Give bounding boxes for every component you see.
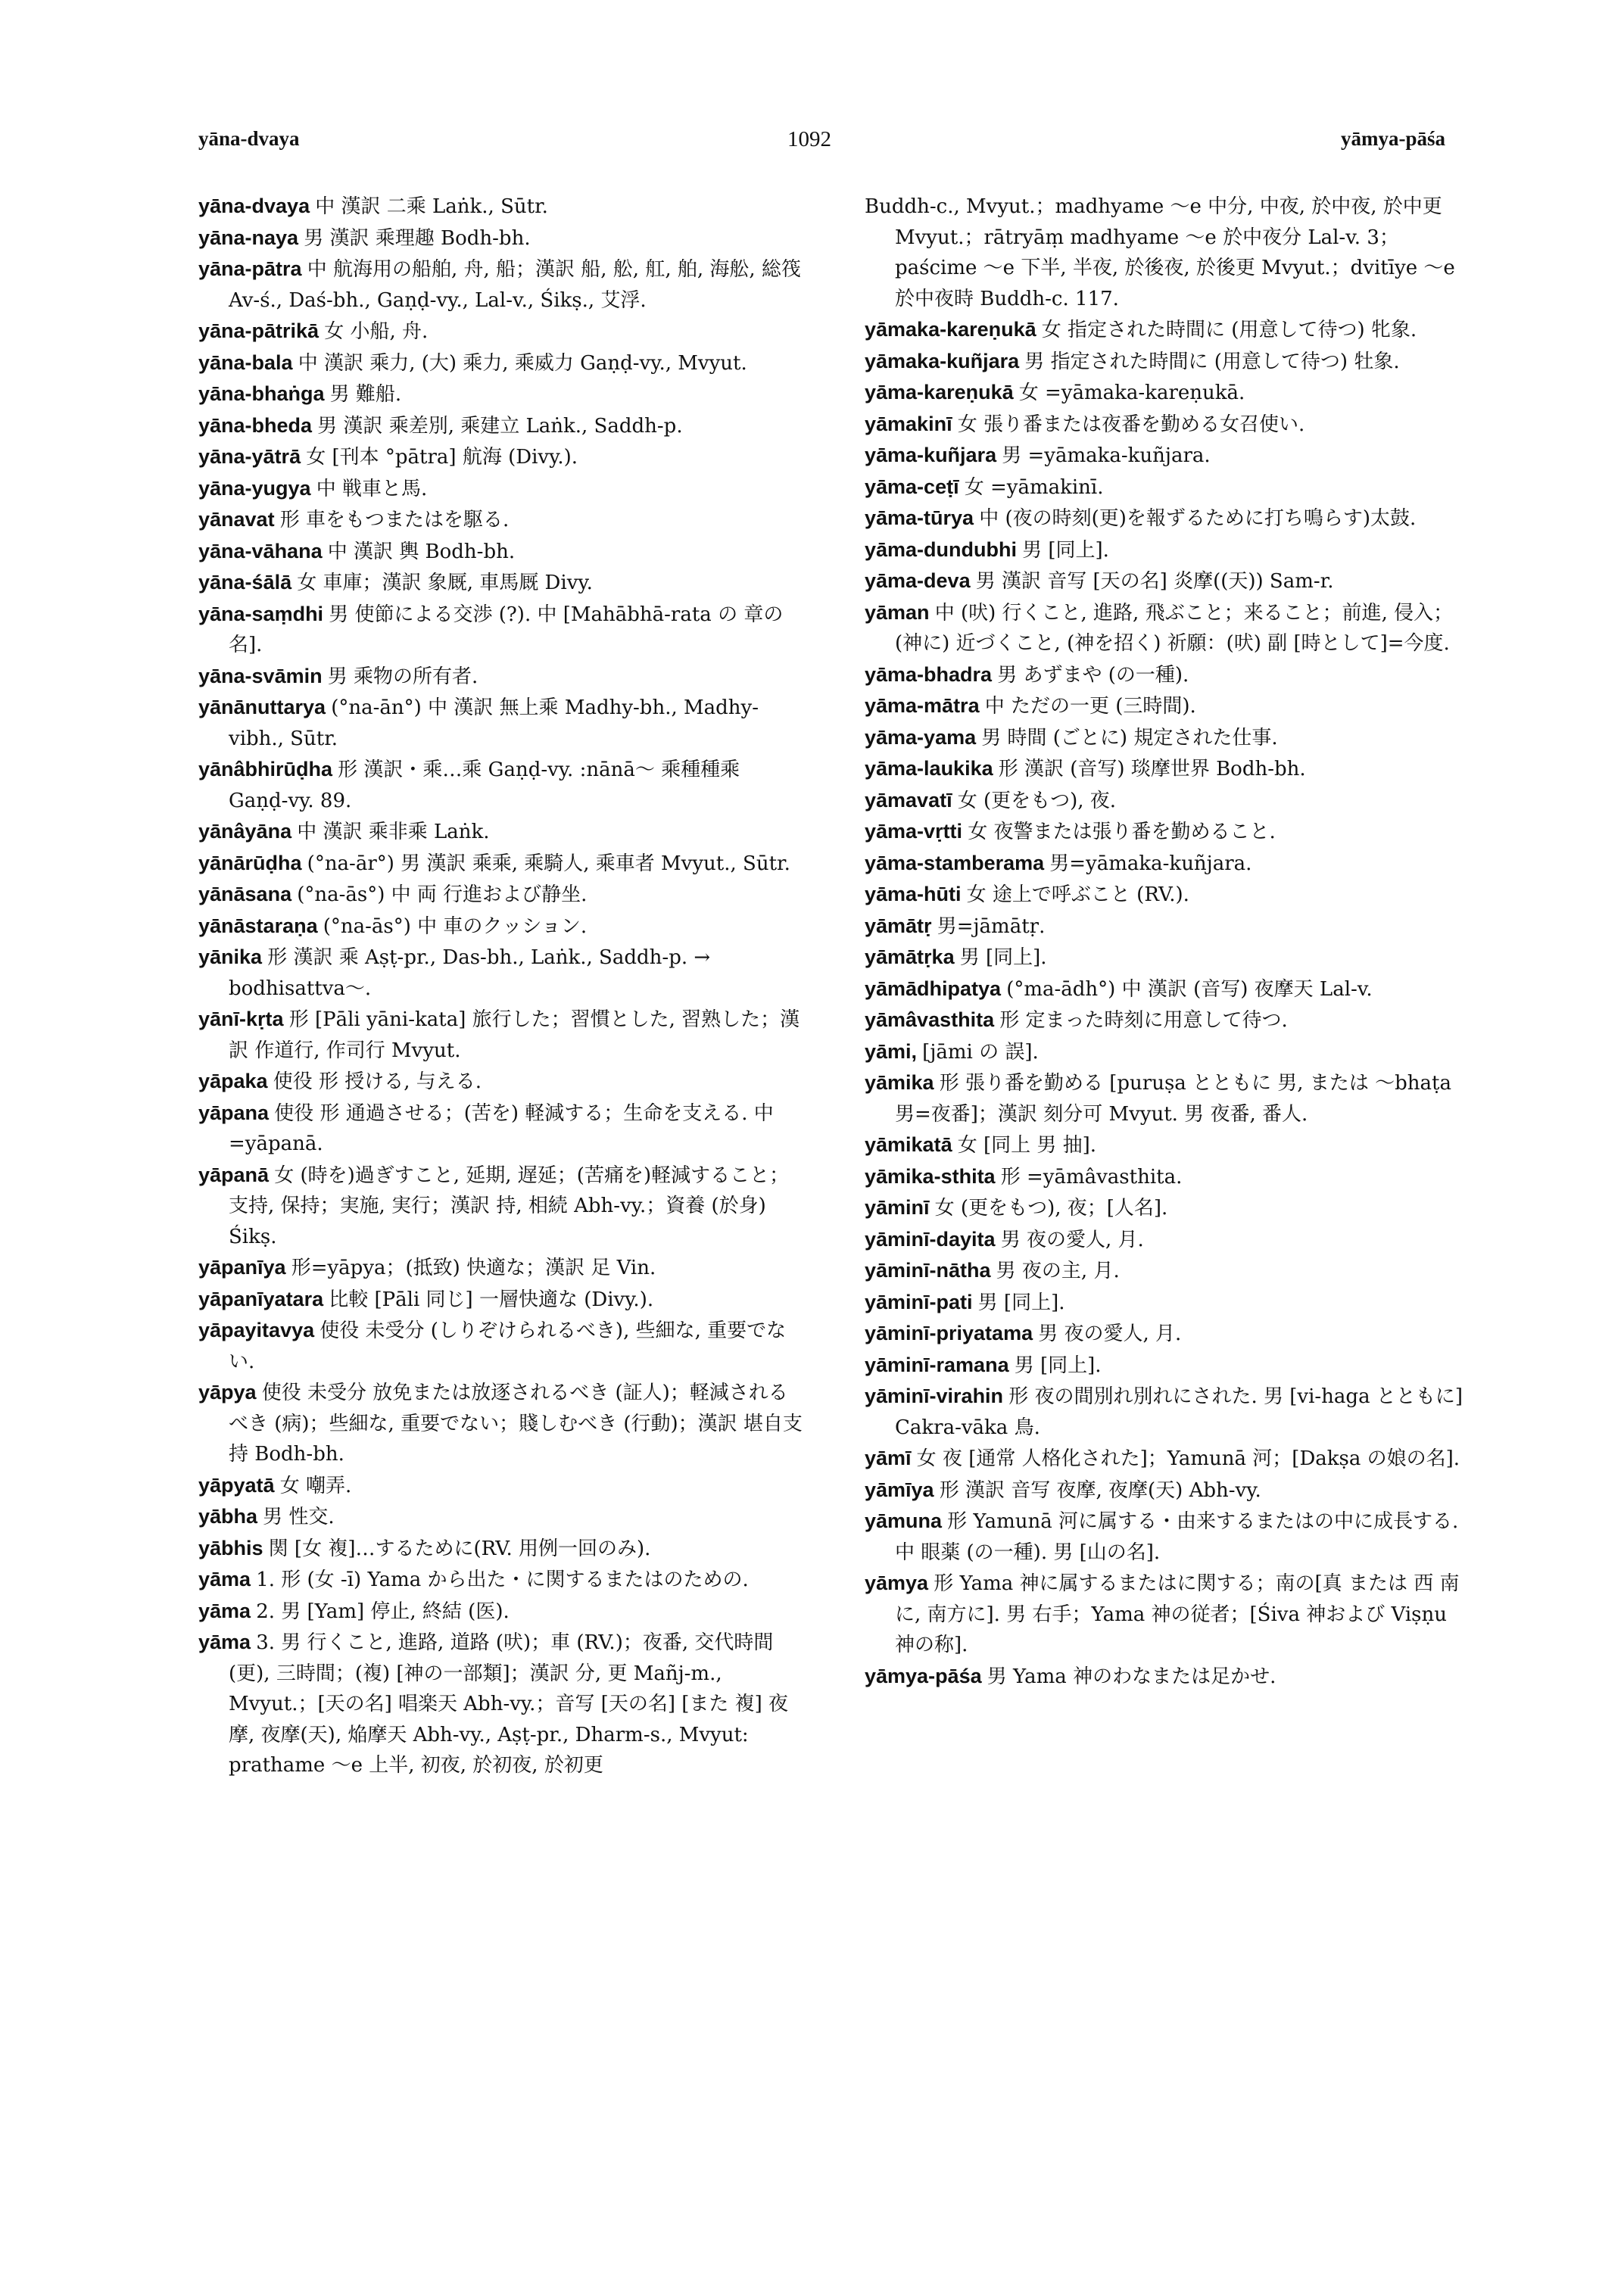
dictionary-entry: [198, 567, 804, 599]
headword: yāna-śālā: [198, 571, 292, 594]
headword: yāmya-pāśa: [865, 1664, 982, 1687]
headword: yāna-saṃdhi: [198, 602, 324, 625]
headword: yāna-vāhana: [198, 539, 323, 562]
dictionary-entry: [865, 1255, 1470, 1287]
dictionary-entry: [865, 346, 1470, 378]
definition: 形 Yamunā 河に属する・由来するまたはの中に成長する. 中 眼薬 (の一種). 男 [山の名].: [895, 1510, 1459, 1564]
headword: yāminī-priyatama: [865, 1322, 1033, 1344]
definition: 形 張り番を勤める [puruṣa とともに 男, または ～bhaṭa 男=夜番]；漢訳 刻分可 Mvyut. 男 夜番, 番人.: [895, 1072, 1451, 1126]
dictionary-entry: [865, 1067, 1470, 1129]
dictionary-entry: [198, 1315, 804, 1377]
definition: (°na-ās°) 中 車のクッション.: [323, 914, 588, 938]
definition: 1. 形 (女 -ī) Yama から出た・に関するまたはのための.: [256, 1569, 749, 1591]
headword: yāmātṛka: [865, 946, 955, 968]
dictionary-entry: [198, 316, 804, 347]
headword: yāminī: [865, 1196, 930, 1219]
definition: 女 (更をもつ), 夜.: [957, 789, 1117, 812]
headword: yāna-yugya: [198, 476, 311, 500]
definition: 男=jāmātṛ.: [937, 914, 1046, 938]
dictionary-entry: [198, 473, 804, 505]
dictionary-entry: [865, 1129, 1470, 1161]
running-header-right: yāmya-pāśa: [1340, 127, 1445, 150]
definition: 中 (夜の時刻(更)を報ずるために打ち鳴らす)太鼓.: [979, 507, 1417, 530]
dictionary-entry: [865, 816, 1470, 848]
dictionary-entry: [865, 440, 1470, 472]
headword: yāna-naya: [198, 226, 299, 249]
definition: 形 漢訳 乘 Aṣṭ-pr., Das-bh., Laṅk., Saddh-p. → bodhisattva～.: [229, 946, 711, 1000]
running-header-left: yāna-dvaya: [198, 127, 300, 150]
dictionary-entry: [198, 1564, 804, 1596]
definition: 中 漢訳 乘力, (大) 乘力, 乘威力 Gaṇḍ-vy., Mvyut.: [298, 351, 747, 375]
headword: yāma: [198, 1568, 251, 1590]
dictionary-entry: [198, 191, 804, 223]
dictionary-entry: [865, 1661, 1470, 1693]
headword: yāna-yātrā: [198, 445, 301, 468]
headword: yāpana: [198, 1101, 270, 1124]
definition: 男 難船.: [329, 383, 402, 406]
dictionary-entry: [865, 1161, 1470, 1193]
headword: yāma-laukika: [865, 757, 993, 780]
dictionary-entry: [865, 1443, 1470, 1475]
dictionary-entry: [865, 377, 1470, 409]
headword: yāna-bheda: [198, 413, 313, 437]
dictionary-entry: [198, 599, 804, 661]
definition: 形 Yama 神に属するまたはに関する；南の[真 または 西 南に, 南方に]. 男 右手；Yama 神の従者；[Śiva 神および Viṣṇu 神の称].: [895, 1572, 1460, 1656]
headword: yāpya: [198, 1381, 257, 1404]
definition: 女 =yāmaka-kareṇukā.: [1018, 382, 1245, 404]
headword: yāna-bhaṅga: [198, 382, 325, 405]
headword: yāmī: [865, 1447, 912, 1469]
definition: 男 乘物の所有者.: [327, 665, 478, 688]
headword: yāna-svāmin: [198, 664, 323, 687]
headword: yāmika: [865, 1071, 934, 1094]
left-column: [198, 191, 804, 1781]
dictionary-entry: [865, 1318, 1470, 1350]
definition: 形 漢訳 音写 夜摩, 夜摩(天) Abh-vy.: [939, 1478, 1261, 1502]
dictionary-entry: [865, 472, 1470, 503]
definition: 女 [刊本 °pātra] 航海 (Divy.).: [306, 446, 578, 469]
definition: 男 [同上].: [1022, 538, 1109, 562]
headword: yāma-bhadra: [865, 662, 993, 686]
dictionary-entry: [865, 597, 1470, 659]
dictionary-entry: [865, 659, 1470, 691]
page-number: 1092: [787, 127, 831, 151]
dictionary-entry: [198, 1160, 804, 1253]
dictionary-entry: [198, 1098, 804, 1160]
definition: 男 夜の主, 月.: [996, 1260, 1120, 1282]
headword: yāminī-virahin: [865, 1385, 1004, 1407]
definition: 女 =yāmakinī.: [964, 475, 1104, 499]
definition: 形 夜の間別れ別れにされた. 男 [vi-haga とともに] Cakra-vāka 鳥.: [895, 1385, 1463, 1439]
headword: yāma-hūti: [865, 883, 962, 905]
definition: 女 夜警または張り番を勤めること.: [968, 821, 1276, 843]
dictionary-entry: [198, 1252, 804, 1284]
definition: 形 車をもつまたはを駆る.: [279, 509, 510, 531]
definition: 女 (更をもつ), 夜；[人名].: [934, 1197, 1168, 1220]
headword: yāmaka-kareṇukā: [865, 318, 1036, 341]
definition: 女 夜 [通常 人格化された]；Yamunā 河；[Dakṣa の娘の名].: [916, 1447, 1460, 1470]
headword: yāma: [198, 1631, 251, 1653]
dictionary-entry: [865, 690, 1470, 722]
definition: 男 [同上].: [977, 1291, 1065, 1314]
headword: yāpanā: [198, 1163, 270, 1186]
headword: yāpanīya: [198, 1256, 286, 1279]
headword: yāpyatā: [198, 1473, 275, 1497]
definition: 中 漢訳 輿 Bodh-bh.: [327, 540, 516, 563]
definition: 中 漢訳 乘非乘 Laṅk.: [297, 821, 490, 843]
definition: 使役 形 通過させる；(苦を) 軽減する；生命を支える. 中=yāpanā.: [229, 1101, 774, 1155]
dictionary-entry: [865, 848, 1470, 880]
dictionary-entry: [198, 379, 804, 410]
definition: (°na-ār°) 男 漢訳 乘乘, 乘騎人, 乘車者 Mvyut., Sūtr.: [307, 852, 790, 875]
dictionary-entry: [198, 911, 804, 942]
definition: 形 漢訳 (音写) 琰摩世界 Bodh-bh.: [998, 758, 1306, 780]
headword: yānānuttarya: [198, 696, 326, 718]
dictionary-entry: [865, 1506, 1470, 1568]
definition: 関 [女 複]…するために(RV. 用例一回のみ).: [268, 1537, 651, 1560]
dictionary-entry: [865, 785, 1470, 817]
definition: 女 途上で呼ぶこと (RV.).: [966, 883, 1189, 906]
dictionary-entry: [865, 1005, 1470, 1036]
headword: yāmuna: [865, 1509, 943, 1532]
definition: 女 嘲弄.: [279, 1474, 352, 1497]
dictionary-entry: [198, 1627, 804, 1781]
definition: 女 指定された時間に (用意して待つ) 牝象.: [1041, 319, 1417, 341]
dictionary-entry: [865, 409, 1470, 441]
dictionary-entry: [865, 1192, 1470, 1224]
headword: yāna-dvaya: [198, 195, 310, 217]
definition: 2. 男 [Yam] 停止, 終結 (医).: [256, 1600, 510, 1623]
headword: yāmaka-kuñjara: [865, 349, 1020, 372]
definition: 使役 形 授ける, 与える.: [273, 1070, 482, 1093]
definition: 男 性交.: [263, 1506, 335, 1528]
headword: yāma-yama: [865, 725, 977, 749]
dictionary-entry: [198, 1533, 804, 1565]
definition: 男 夜の愛人, 月.: [1000, 1228, 1144, 1251]
dictionary-entry: [198, 254, 804, 316]
dictionary-entry: [198, 504, 804, 536]
dictionary-entry: [198, 536, 804, 568]
dictionary-entry: [865, 191, 1470, 314]
headword: yāmādhipatya: [865, 977, 1002, 1000]
definition: 中 (吠) 行くこと, 進路, 飛ぶこと；来ること；前進, 侵入；(神に) 近づくこと, (神を招く) 祈願：(吠) 副 [時として]=今度.: [895, 601, 1454, 655]
definition: 形 [Pāli yāni-kata] 旅行した；習慣とした, 習熟した；漢訳 作道行, 作司行 Mvyut.: [229, 1008, 800, 1062]
headword: yāma-vṛtti: [865, 820, 963, 843]
dictionary-entry: [865, 974, 1470, 1005]
headword: yānika: [198, 946, 263, 968]
definition: 形 漢訳・乘…乘 Gaṇḍ-vy. :nānā～ 乘種種乘 Gaṇḍ-vy. 89.: [229, 759, 740, 812]
headword: yāma-kuñjara: [865, 444, 997, 466]
definition: 3. 男 行くこと, 進路, 道路 (吠)；車 (RV.)；夜番, 交代時間(更), 三時間；(複) [神の一部類]；漢訳 分, 更 Mañj-m., Mvyut.；[天の名] 唱楽天 Abh-vy.；音写 [天の名] [また 複] 夜摩, 夜摩(天), 焔摩天 Abh-vy., Aṣṭ-pr., Dharm-s., Mvyut: prathame ～e 上半, 初夜, 於初夜, 於初更: [229, 1631, 789, 1777]
headword: yāma-deva: [865, 569, 971, 592]
headword: yāmâvasthita: [865, 1008, 995, 1031]
headword: yāma-dundubhi: [865, 537, 1017, 561]
dictionary-entry: [865, 1381, 1470, 1443]
dictionary-entry: [198, 816, 804, 848]
definition: 中 漢訳 二乘 Laṅk., Sūtr.: [315, 195, 548, 218]
headword: yānārūḍha: [198, 851, 302, 874]
dictionary-entry: [198, 754, 804, 816]
definition: 女 [同上 男 抽].: [957, 1134, 1097, 1157]
headword: yāminī-pati: [865, 1290, 973, 1313]
dictionary-entry: [865, 503, 1470, 534]
dictionary-entry: [865, 722, 1470, 754]
dictionary-entry: [198, 1470, 804, 1502]
definition: 比較 [Pāli 同じ] 一層快適な (Divy.).: [329, 1288, 654, 1311]
dictionary-entry: [865, 911, 1470, 942]
dictionary-entry: [198, 347, 804, 379]
dictionary-entry: [198, 1596, 804, 1628]
headword: yāma-mātra: [865, 694, 980, 717]
headword: yāmīya: [865, 1478, 934, 1501]
headword: yāminī-ramana: [865, 1353, 1009, 1376]
headword: yānâyāna: [198, 820, 292, 843]
definition: 男 時間 (ごとに) 規定された仕事.: [981, 726, 1278, 749]
dictionary-entry: [198, 1004, 804, 1066]
headword: yānavat: [198, 508, 275, 531]
dictionary-entry: [865, 942, 1470, 974]
headword: yābhis: [198, 1536, 263, 1559]
headword: yāmikatā: [865, 1133, 952, 1156]
definition: 形 定まった時刻に用意して待つ.: [999, 1009, 1288, 1032]
definition: 女 張り番または夜番を勤める女召使い.: [957, 413, 1305, 436]
headword: yābha: [198, 1505, 258, 1528]
definition: 男 Yama 神のわなまたは足かせ.: [987, 1665, 1276, 1688]
definition: 使役 未受分 (しりぞけられるべき), 些細な, 重要でない.: [229, 1319, 787, 1373]
definition: Buddh-c., Mvyut.；madhyame ～e 中分, 中夜, 於中夜, 於中更 Mvyut.；rātryāṃ madhyame ～e 於中夜分 Lal-v. 3；paścime ～e 下半, 半夜, 於後夜, 於後更 Mvyut.；dvitīye ～e 於中夜時 Buddh-c. 117.: [865, 195, 1455, 310]
definition: 男 指定された時間に (用意して待つ) 牡象.: [1024, 350, 1400, 373]
headword: yāmātṛ: [865, 914, 932, 937]
headword: yānâbhirūḍha: [198, 758, 333, 780]
definition: 男 漢訳 乘理趣 Bodh-bh.: [304, 226, 531, 250]
headword: yāma-kareṇukā: [865, 381, 1014, 403]
definition: (°na-ās°) 中 両 行進および静坐.: [297, 883, 588, 906]
headword: yāma-tūrya: [865, 506, 974, 529]
dictionary-entry: [198, 1284, 804, 1316]
definition: 形=yāpya；(抵致) 快適な；漢訳 足 Vin.: [291, 1257, 656, 1279]
headword: yāminī-dayita: [865, 1227, 996, 1251]
definition: 女 小船, 舟.: [324, 320, 429, 343]
headword: yāminī-nātha: [865, 1259, 991, 1282]
headword: yāmavatī: [865, 788, 952, 812]
headword: yānī-kṛta: [198, 1008, 284, 1030]
dictionary-entry: [198, 1377, 804, 1470]
dictionary-entry: [198, 942, 804, 1004]
headword: yāna-pātrikā: [198, 319, 320, 342]
dictionary-entry: [198, 1501, 804, 1533]
dictionary-entry: [198, 223, 804, 254]
definition: 男 [同上].: [1014, 1354, 1102, 1377]
definition: (°na-ān°) 中 漢訳 無上乘 Madhy-bh., Madhy-vibh., Sūtr.: [229, 696, 759, 750]
headword: yānāsana: [198, 883, 292, 905]
definition: 男 =yāmaka-kuñjara.: [1002, 444, 1211, 467]
definition: 男 使節による交渉 (?). 中 [Mahābhā-rata の 章の名].: [229, 603, 784, 656]
headword: yāpaka: [198, 1070, 268, 1092]
definition: 中 航海用の船舶, 舟, 船；漢訳 船, 舩, 舡, 舶, 海舩, 総筏 Av-ś., Daś-bh., Gaṇḍ-vy., Lal-v., Śikṣ., 艾浮.: [229, 258, 801, 312]
headword: yāmakinī: [865, 412, 952, 435]
headword: yānāstaraṇa: [198, 914, 318, 937]
headword: yāpayitavya: [198, 1319, 315, 1341]
dictionary-entry: [865, 879, 1470, 911]
definition: (°ma-ādh°) 中 漢訳 (音写) 夜摩天 Lal-v.: [1006, 977, 1373, 1001]
dictionary-entry: [865, 1568, 1470, 1661]
headword: yāpanīyatara: [198, 1287, 324, 1310]
dictionary-entry: [198, 441, 804, 473]
dictionary-entry: [198, 879, 804, 911]
headword: yāman: [865, 600, 930, 624]
definition: 男 あずまや (の一種).: [997, 663, 1189, 687]
dictionary-entry: [865, 1036, 1470, 1068]
definition: 女 車庫；漢訳 象厩, 車馬厩 Divy.: [297, 572, 593, 594]
dictionary-entry: [865, 1287, 1470, 1319]
definition: 使役 未受分 放免または放逐されるべき (証人)；軽減されるべき (病)；些細な, 重要でない；賤しむべき (行動)；漢訳 堪自支持 Bodh-bh.: [229, 1382, 803, 1466]
definition: [jāmi の 誤].: [922, 1040, 1039, 1064]
dictionary-entry: [198, 1066, 804, 1098]
right-column: [865, 191, 1470, 1692]
definition: 男 漢訳 乘差別, 乘建立 Laṅk., Saddh-p.: [317, 414, 683, 438]
dictionary-entry: [865, 314, 1470, 346]
headword: yāmi,: [865, 1039, 918, 1063]
dictionary-entry: [198, 661, 804, 693]
definition: 男 夜の愛人, 月.: [1038, 1323, 1182, 1345]
definition: 中 戦車と馬.: [316, 477, 428, 500]
dictionary-entry: [198, 848, 804, 880]
dictionary-entry: [865, 534, 1470, 566]
definition: 男=yāmaka-kuñjara.: [1049, 852, 1252, 875]
dictionary-entry: [865, 1475, 1470, 1506]
definition: 中 ただの一更 (三時間).: [984, 695, 1196, 718]
headword: yāma-stamberama: [865, 851, 1045, 874]
definition: 女 (時を)過ぎすこと, 延期, 遅延；(苦痛を)軽減すること；支持, 保持；実施, 実行；漢訳 持, 相続 Abh-vy.；資養 (於身) Śikṣ.: [229, 1164, 790, 1248]
dictionary-entry: [198, 692, 804, 754]
headword: yāma-ceṭī: [865, 475, 959, 498]
definition: 形 =yāmâvasthita.: [1000, 1165, 1183, 1189]
dictionary-entry: [865, 1224, 1470, 1256]
headword: yāna-pātra: [198, 257, 302, 280]
dictionary-entry: [865, 753, 1470, 785]
headword: yāma: [198, 1599, 251, 1622]
headword: yāmya: [865, 1572, 929, 1594]
headword: yāmika-sthita: [865, 1164, 996, 1188]
dictionary-entry: [865, 1350, 1470, 1382]
dictionary-entry: [865, 565, 1470, 597]
definition: 男 漢訳 音写 [天の名] 炎摩((天)) Sam-r.: [975, 570, 1334, 593]
headword: yāna-bala: [198, 350, 293, 374]
definition: 男 [同上].: [959, 946, 1047, 969]
dictionary-entry: [198, 410, 804, 442]
